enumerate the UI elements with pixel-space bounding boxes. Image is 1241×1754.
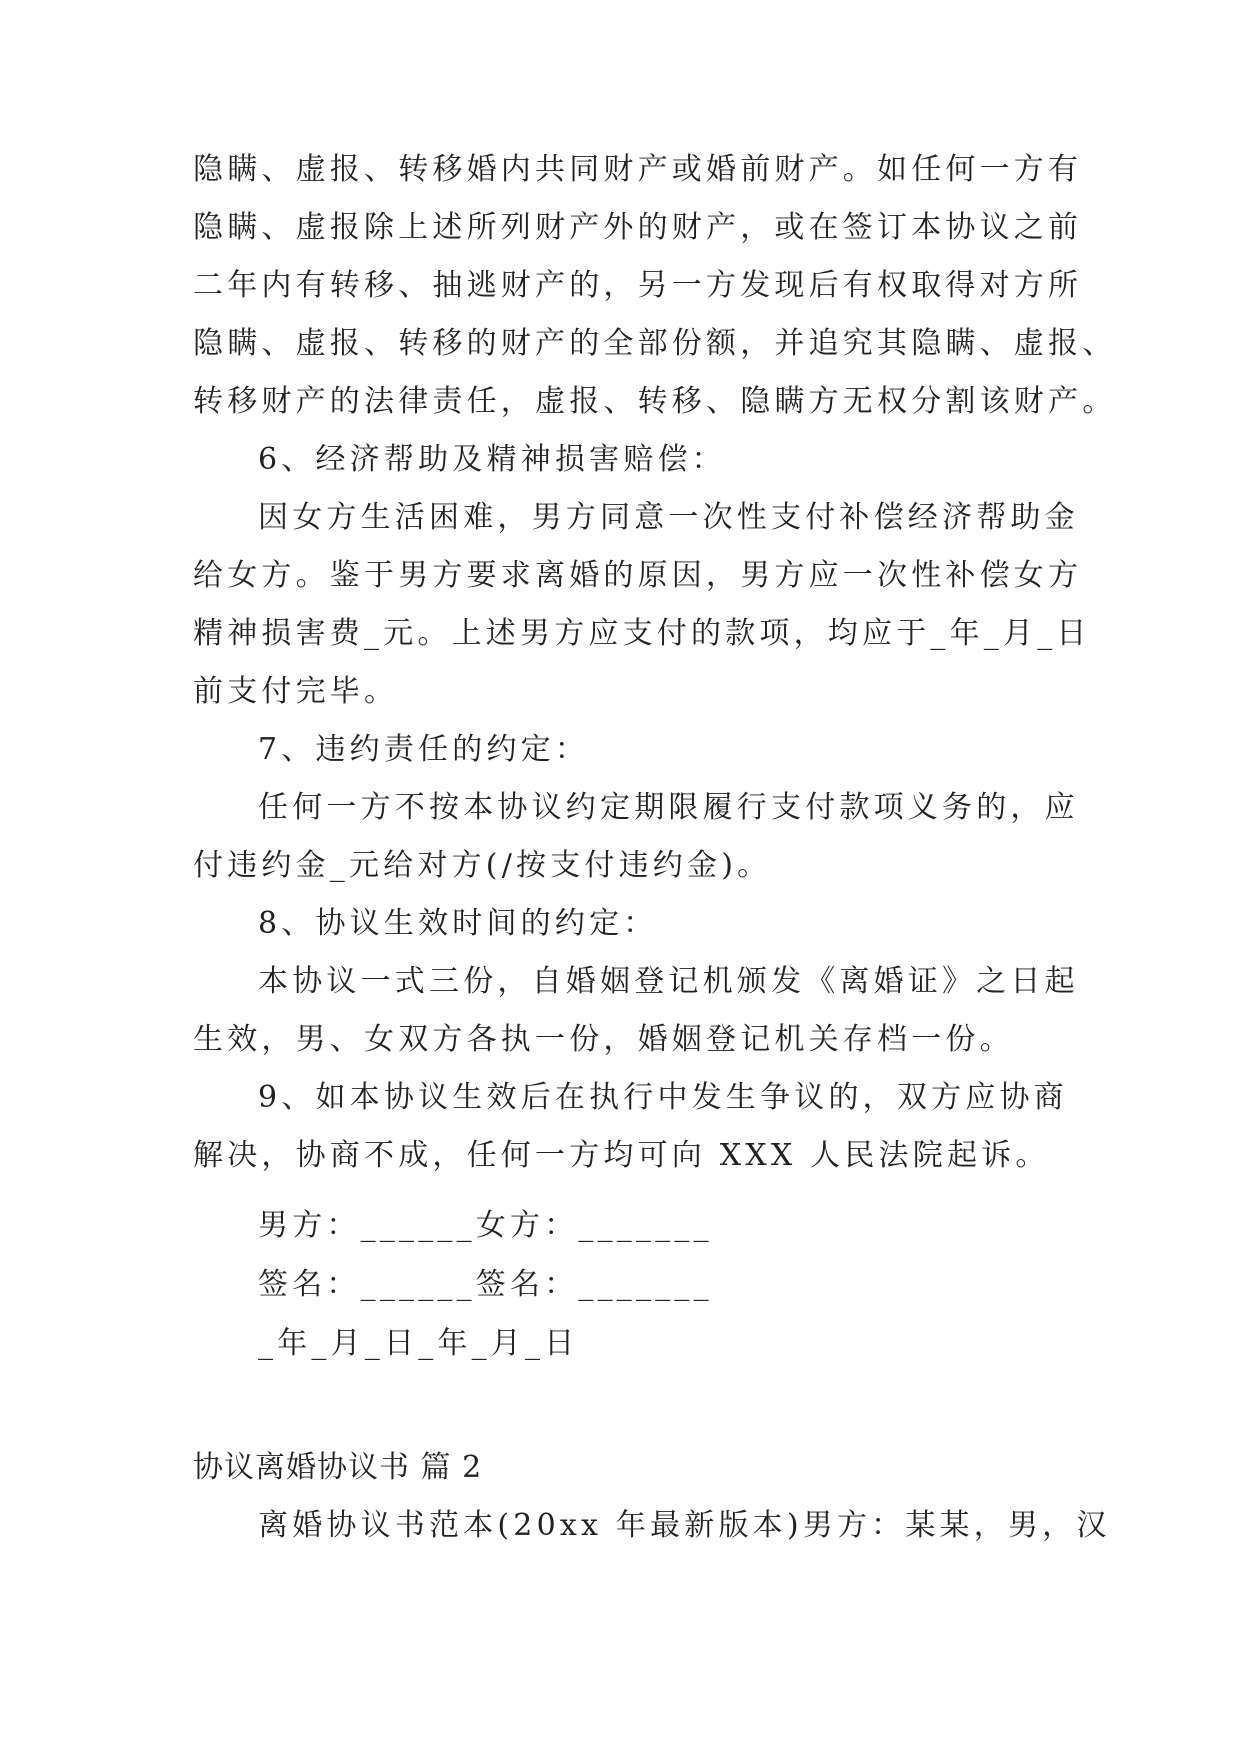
clause-heading: 9、如本协议生效后在执行中发生争议的，双方应协商 [258, 1080, 1068, 1115]
body-line: 离婚协议书范本(20xx 年最新版本)男方：某某，男，汉 [258, 1508, 1111, 1543]
body-line: 前支付完毕。 [193, 674, 399, 709]
clause-heading: 6、经济帮助及精神损害赔偿： [258, 442, 726, 477]
clause-heading: 8、协议生效时间的约定： [258, 906, 658, 941]
body-line: 二年内有转移、抽逃财产的，另一方发现后有权取得对方所 [193, 268, 1083, 303]
body-line: 转移财产的法律责任，虚报、转移、隐瞒方无权分割该财产。 [193, 384, 1117, 419]
signature-name-line: 签名：______签名：_______ [258, 1267, 713, 1302]
body-line: 给女方。鉴于男方要求离婚的原因，男方应一次性补偿女方 [193, 558, 1083, 593]
body-line: 隐瞒、虚报除上述所列财产外的财产，或在签订本协议之前 [193, 210, 1083, 245]
body-line: 生效，男、女双方各执一份，婚姻登记机关存档一份。 [193, 1022, 1014, 1057]
clause-heading: 7、违约责任的约定： [258, 732, 590, 767]
body-line: 精神损害费_元。上述男方应支付的款项，均应于_年_月_日 [193, 616, 1091, 651]
signature-party-line: 男方：______女方：_______ [258, 1208, 713, 1243]
body-line: 任何一方不按本协议约定期限履行支付款项义务的，应 [258, 790, 1079, 825]
body-line: 隐瞒、虚报、转移的财产的全部份额，并追究其隐瞒、虚报、 [193, 326, 1117, 361]
body-line: 付违约金_元给对方(/按支付违约金)。 [193, 848, 772, 883]
body-line: 解决，协商不成，任何一方均可向 XXX 人民法院起诉。 [193, 1138, 1050, 1173]
section-title: 协议离婚协议书 篇 2 [193, 1450, 483, 1485]
body-line: 隐瞒、虚报、转移婚内共同财产或婚前财产。如任何一方有 [193, 152, 1083, 187]
body-line: 本协议一式三份，自婚姻登记机颁发《离婚证》之日起 [258, 964, 1079, 999]
body-line: 因女方生活困难，男方同意一次性支付补偿经济帮助金 [258, 500, 1079, 535]
signature-date-line: _年_月_日_年_月_日 [258, 1326, 579, 1361]
